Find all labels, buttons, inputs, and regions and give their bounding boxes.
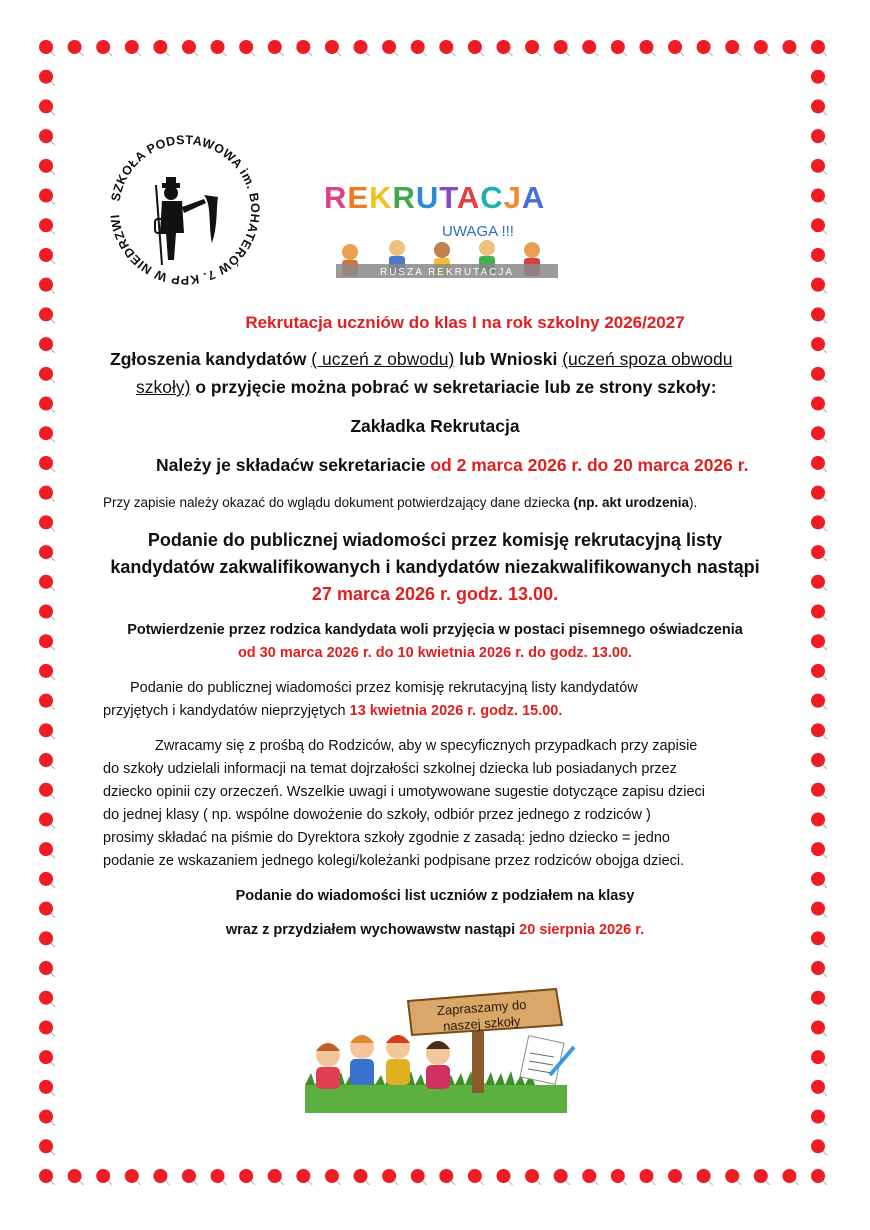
lollipop-icon [211, 1169, 227, 1185]
lollipop-icon [811, 159, 827, 175]
school-logo [100, 125, 270, 295]
lollipop-icon [811, 397, 827, 413]
tab-label: Zakładka Rekrutacja [350, 416, 520, 436]
submission-dates: Należy je składaćw sekretariacie od 2 marca 2026 r. do 20 marca 2026 r. [156, 455, 749, 475]
lollipop-icon [811, 842, 827, 858]
lollipop-icon [554, 40, 570, 56]
lollipop-icon [554, 1169, 570, 1185]
lollipop-icon [39, 991, 55, 1007]
lollipop-icon [611, 1169, 627, 1185]
lollipop-icon [39, 753, 55, 769]
confirmation-line: Potwierdzenie przez rodzica kandydata woli przyjęcia w postaci pisemnego oświadczenia [127, 622, 743, 638]
lollipop-icon [811, 515, 827, 531]
lollipop-icon [811, 218, 827, 234]
lollipop-icon [468, 1169, 484, 1185]
lollipop-icon [325, 1169, 341, 1185]
lollipop-icon [582, 40, 598, 56]
request-line: Zwracamy się z prośbą do Rodziców, aby w specyficznych przypadkach przy zapisie [155, 738, 698, 754]
lollipop-icon [697, 40, 713, 56]
lollipop-icon [382, 1169, 398, 1185]
lollipop-icon [39, 129, 55, 145]
lollipop-icon [754, 40, 770, 56]
lollipop-icon [39, 605, 55, 621]
banner-title-letter: A [521, 180, 546, 215]
lollipop-icon [525, 1169, 541, 1185]
lollipop-icon [811, 1050, 827, 1066]
lollipop-icon [411, 40, 427, 56]
lollipop-icon [811, 694, 827, 710]
lollipop-icon [39, 902, 55, 918]
lollipop-icon [382, 40, 398, 56]
banner-title-letter: R [392, 180, 416, 215]
lollipop-icon [668, 40, 684, 56]
lollipop-icon [811, 605, 827, 621]
lollipop-icon [39, 694, 55, 710]
request-line: prosimy składać na piśmie do Dyrektora szkoły zgodnie z zasadą: jedno dziecko = jedno [103, 830, 671, 846]
lollipop-icon [811, 456, 827, 472]
lollipop-icon [39, 723, 55, 739]
lollipop-icon [268, 1169, 284, 1185]
request-line: podanie ze wskazaniem jednego kolegi/koleżanki podpisane przez rodziców obojga dzieci. [103, 853, 685, 869]
lollipop-icon [754, 1169, 770, 1185]
lollipop-icon [439, 1169, 455, 1185]
request-line: do szkoły udzielali informacji na temat dojrzałości szkolnej dziecka lub posiadanych przez [103, 761, 677, 777]
lollipop-icon [811, 723, 827, 739]
lollipop-icon [39, 397, 55, 413]
lollipop-icon [811, 1169, 827, 1185]
banner-title-letter: K [369, 180, 393, 215]
lollipop-icon [39, 159, 55, 175]
lollipop-icon [411, 1169, 427, 1185]
lollipop-icon [811, 1110, 827, 1126]
lollipop-icon [811, 872, 827, 888]
banner-title-letter: U [415, 180, 440, 215]
lollipop-icon [782, 1169, 798, 1185]
lollipop-icon [39, 1080, 55, 1096]
lollipop-icon [211, 40, 227, 56]
lollipop-icon [811, 902, 827, 918]
logo-ring-text: SZKOŁA PODSTAWOWA im. BOHATERÓW 7. KPP W NIEDRZWI [108, 132, 263, 288]
lollipop-icon [39, 278, 55, 294]
recruitment-banner [322, 178, 590, 296]
lollipop-icon [782, 40, 798, 56]
sign-line-1: Zapraszamy do [436, 996, 527, 1019]
classes-line-1: Podanie do wiadomości list uczniów z podziałem na klasy [235, 888, 635, 904]
banner-subtitle: UWAGA !!! [442, 223, 514, 240]
lollipop-icon [39, 189, 55, 205]
lollipop-icon [811, 1139, 827, 1155]
lollipop-icon [39, 1050, 55, 1066]
lollipop-icon [811, 40, 827, 56]
lollipop-icon [68, 1169, 84, 1185]
lollipop-icon [725, 40, 741, 56]
qualified-date: 27 marca 2026 r. godz. 13.00. [311, 584, 559, 604]
page-title: Rekrutacja uczniów do klas I na rok szkolny 2026/2027 [245, 313, 685, 332]
lollipop-icon [39, 70, 55, 86]
admitted-line-2: przyjętych i kandydatów nieprzyjętych 13 kwietnia 2026 r. godz. 15.00. [103, 703, 563, 719]
lollipop-icon [39, 783, 55, 799]
lollipop-icon [468, 40, 484, 56]
intro-line-1: Zgłoszenia kandydatów ( uczeń z obwodu) lub Wnioski (uczeń spoza obwodu [110, 349, 733, 369]
lollipop-icon [811, 783, 827, 799]
request-line: do jednej klasy ( np. wspólne dowożenie do szkoły, odbiór przez jednego z rodziców ) [103, 807, 651, 823]
banner-title-letter: R [324, 180, 348, 215]
lollipop-icon [268, 40, 284, 56]
lollipop-icon [811, 129, 827, 145]
lollipop-icon [325, 40, 341, 56]
qualified-line-1: Podanie do publicznej wiadomości przez komisję rekrutacyjną listy [147, 530, 723, 550]
lollipop-icon [39, 515, 55, 531]
banner-title-letter: T [439, 180, 457, 215]
lollipop-icon [153, 40, 169, 56]
lollipop-icon [496, 40, 512, 56]
lollipop-icon [811, 1020, 827, 1036]
document-note: Przy zapisie należy okazać do wglądu dokument potwierdzający dane dziecka (np. akt urodzenia). [103, 495, 698, 510]
intro-line-2: szkoły) o przyjęcie można pobrać w sekretariacie lub ze strony szkoły: [136, 377, 717, 397]
lollipop-icon [96, 40, 112, 56]
lollipop-icon [582, 1169, 598, 1185]
lollipop-icon [39, 456, 55, 472]
lollipop-icon [611, 40, 627, 56]
drummer-figure-icon [155, 177, 218, 265]
lollipop-icon [697, 1169, 713, 1185]
lollipop-icon [354, 40, 370, 56]
banner-title-letter: E [347, 180, 370, 215]
lollipop-icon [811, 812, 827, 828]
lollipop-icon [39, 40, 55, 56]
lollipop-icon [811, 486, 827, 502]
banner-title-letter: A [456, 180, 481, 215]
classes-line-2: wraz z przydziałem wychowawstw nastąpi 20 sierpnia 2026 r. [225, 922, 645, 938]
lollipop-icon [39, 1110, 55, 1126]
lollipop-icon [639, 40, 655, 56]
lollipop-icon [68, 40, 84, 56]
lollipop-icon [811, 367, 827, 383]
lollipop-icon [525, 40, 541, 56]
lollipop-icon [39, 99, 55, 115]
lollipop-icon [811, 70, 827, 86]
lollipop-icon [96, 1169, 112, 1185]
lollipop-icon [39, 367, 55, 383]
lollipop-icon [496, 1169, 512, 1185]
sign-line-2: naszej szkoły [442, 1013, 521, 1034]
lollipop-icon [39, 842, 55, 858]
lollipop-icon [725, 1169, 741, 1185]
banner-title-letter: J [503, 180, 522, 215]
confirmation-date: od 30 marca 2026 r. do 10 kwietnia 2026 r. do godz. 13.00. [237, 645, 633, 661]
lollipop-icon [39, 1169, 55, 1185]
lollipop-icon [811, 248, 827, 264]
lollipop-icon [125, 1169, 141, 1185]
welcome-illustration [300, 985, 580, 1115]
lollipop-icon [39, 218, 55, 234]
lollipop-icon [39, 1139, 55, 1155]
lollipop-icon [39, 337, 55, 353]
lollipop-icon [439, 40, 455, 56]
lollipop-icon [182, 40, 198, 56]
lollipop-icon [354, 1169, 370, 1185]
lollipop-icon [39, 1020, 55, 1036]
lollipop-icon [296, 1169, 312, 1185]
lollipop-icon [668, 1169, 684, 1185]
lollipop-icon [153, 1169, 169, 1185]
lollipop-icon [39, 248, 55, 264]
lollipop-icon [182, 1169, 198, 1185]
lollipop-icon [811, 278, 827, 294]
request-line: dziecko opinii czy orzeczeń. Wszelkie uwagi i umotywowane sugestie dotyczące zapisu dzieci [103, 784, 706, 800]
lollipop-icon [296, 40, 312, 56]
banner-ribbon: RUSZA REKRUTACJA [379, 267, 515, 278]
lollipop-icon [39, 664, 55, 680]
lollipop-icon [39, 872, 55, 888]
admitted-line-1: Podanie do publicznej wiadomości przez komisję rekrutacyjną listy kandydatów [130, 680, 638, 696]
lollipop-icon [811, 991, 827, 1007]
lollipop-icon [125, 40, 141, 56]
lollipop-icon [639, 1169, 655, 1185]
lollipop-icon [811, 99, 827, 115]
lollipop-icon [239, 1169, 255, 1185]
lollipop-icon [811, 189, 827, 205]
banner-title-letter: C [480, 180, 504, 215]
lollipop-icon [239, 40, 255, 56]
lollipop-icon [811, 664, 827, 680]
lollipop-icon [39, 486, 55, 502]
qualified-line-2: kandydatów zakwalifikowanych i kandydatów niezakwalifikowanych nastąpi [110, 557, 760, 577]
svg-text:REKRUTACJA [324, 180, 545, 215]
lollipop-icon [39, 961, 55, 977]
lollipop-icon [39, 812, 55, 828]
lollipop-icon [811, 337, 827, 353]
lollipop-icon [811, 753, 827, 769]
lollipop-icon [811, 1080, 827, 1096]
lollipop-icon [811, 961, 827, 977]
